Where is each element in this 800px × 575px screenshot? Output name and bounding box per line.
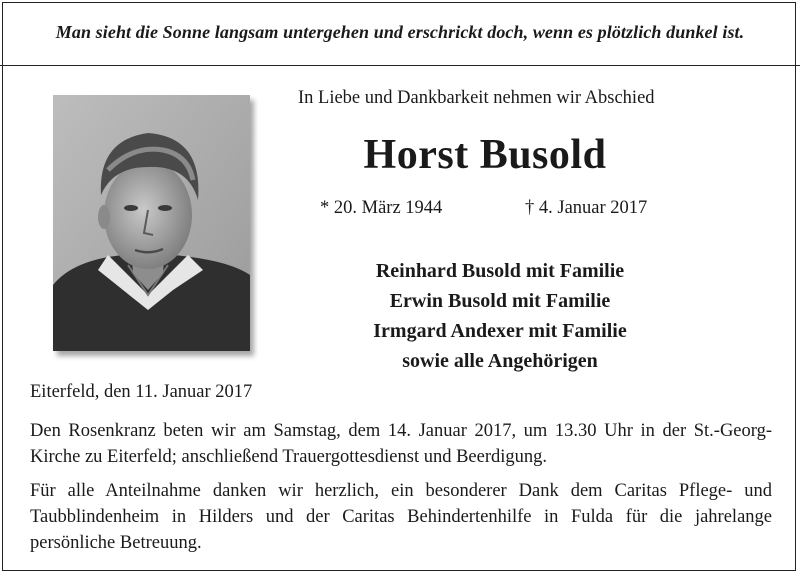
divider-line (0, 65, 800, 66)
mourner-line: Erwin Busold mit Familie (389, 290, 611, 312)
place-and-date: Eiterfeld, den 11. Januar 2017 (30, 382, 253, 402)
mourner-line: Irmgard Andexer mit Familie (373, 320, 627, 342)
rosary-announcement: Den Rosenkranz beten wir am Samstag, dem 14. Januar 2017, um 13.30 Uhr in der St.-Georg-Kirche zu Eiterfeld; anschließend Trauergottesdienst und Beerdigung. (30, 421, 772, 467)
motto-quote: Man sieht die Sonne langsam untergehen und erschrickt doch, wenn es plötzlich dunkel ist. (55, 22, 745, 42)
farewell-intro: In Liebe und Dankbarkeit nehmen wir Abschied (298, 88, 655, 108)
birth-date: * 20. März 1944 (320, 198, 443, 218)
deceased-name: Horst Busold (363, 132, 607, 178)
thanks-paragraph: Für alle Anteilnahme danken wir herzlich, ein besonderer Dank dem Caritas Pflege- und Taubblindenheim in Hilders und der Caritas Behindertenhilfe in Fulda für die jahrelange persönliche Betreuung. (30, 481, 772, 553)
portrait-photo (53, 95, 250, 351)
mourner-line: sowie alle Angehörigen (402, 350, 598, 372)
death-date: † 4. Januar 2017 (525, 198, 648, 218)
mourners-list (300, 256, 700, 376)
mourner-line: Reinhard Busold mit Familie (375, 260, 625, 282)
